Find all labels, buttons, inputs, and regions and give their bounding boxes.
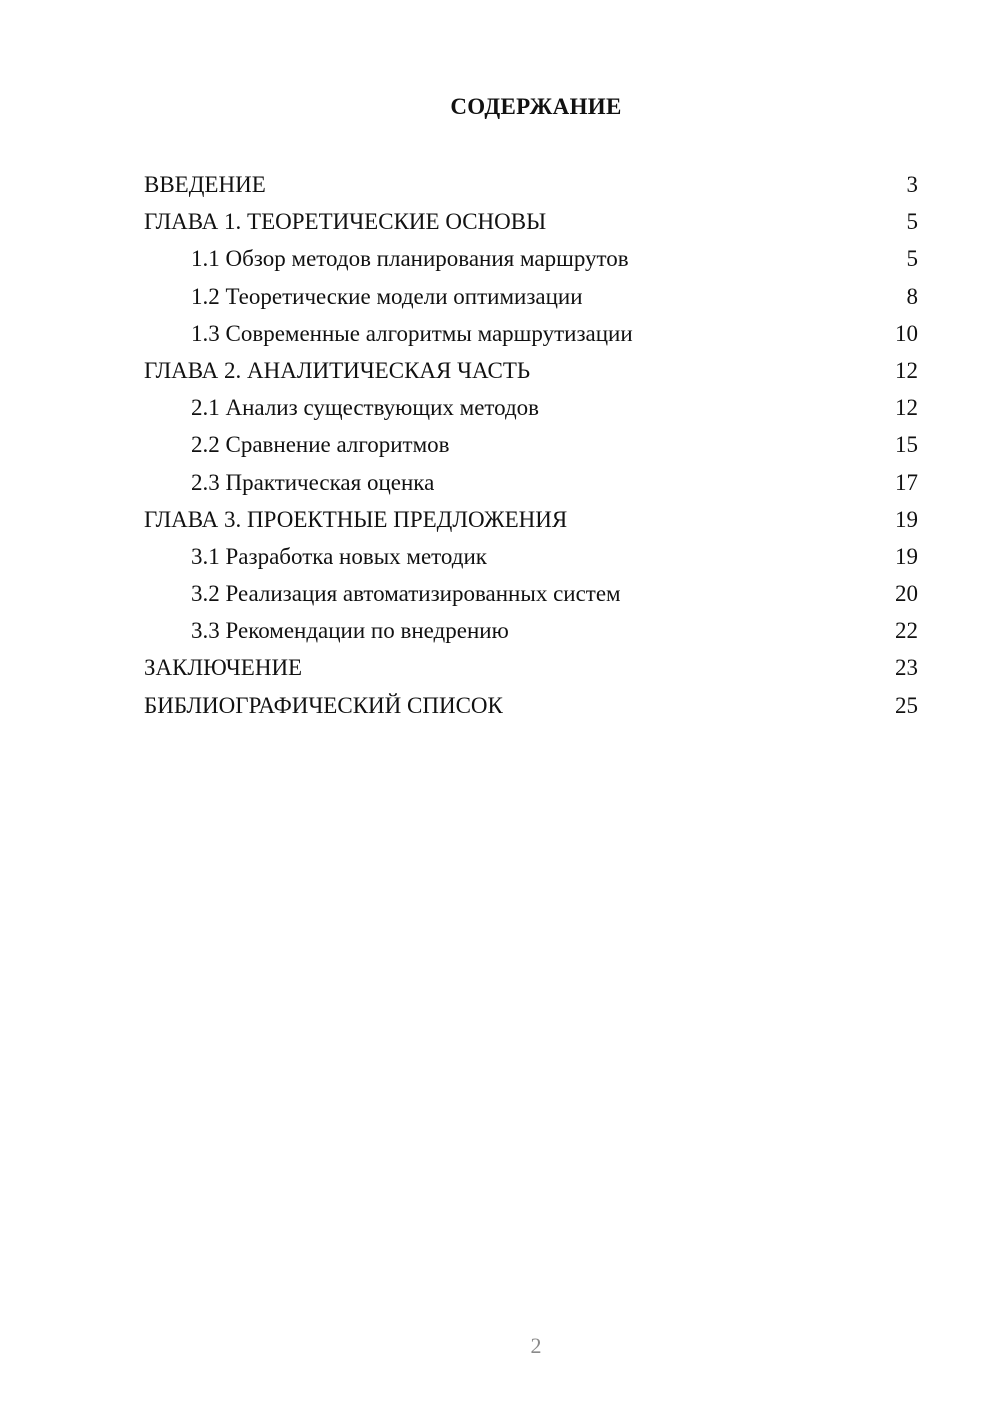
toc-subsection-entry — [144, 538, 918, 575]
toc-subsection-entry — [144, 240, 918, 277]
toc-entry-title: ГЛАВА 1. ТЕОРЕТИЧЕСКИЕ ОСНОВЫ — [144, 209, 547, 235]
toc-subsection-entry — [144, 612, 918, 649]
toc-entry-title: 1.2 Теоретические модели оптимизации — [191, 283, 583, 309]
toc-chapter-entry — [144, 166, 918, 203]
toc-entry-page: 19 — [895, 543, 918, 569]
toc-entry-page: 15 — [895, 432, 918, 458]
toc-subsection-entry — [144, 575, 918, 612]
toc-subsection-entry — [144, 426, 918, 463]
toc-entry-title: ГЛАВА 2. АНАЛИТИЧЕСКАЯ ЧАСТЬ — [144, 357, 531, 383]
toc-entry-title: 1.1 Обзор методов планирования маршрутов — [191, 246, 629, 272]
toc-subsection-entry — [144, 389, 918, 426]
page-title: СОДЕРЖАНИЕ — [450, 94, 622, 119]
table-of-contents — [144, 166, 918, 724]
toc-entry-page: 5 — [906, 209, 918, 235]
toc-entry-page: 23 — [895, 655, 918, 681]
toc-entry-page: 20 — [895, 581, 918, 607]
toc-entry-page: 17 — [895, 469, 918, 495]
toc-entry-title: 2.2 Сравнение алгоритмов — [191, 432, 450, 458]
toc-entry-title: ВВЕДЕНИЕ — [144, 172, 266, 197]
toc-chapter-entry — [144, 501, 918, 538]
toc-entry-title: 3.3 Рекомендации по внедрению — [191, 618, 509, 644]
toc-entry-page: 25 — [895, 692, 918, 718]
toc-chapter-entry — [144, 687, 918, 724]
toc-entry-page: 19 — [895, 506, 918, 532]
toc-subsection-entry — [144, 315, 918, 352]
page-number: 2 — [530, 1333, 542, 1358]
toc-entry-title: 3.2 Реализация автоматизированных систем — [191, 581, 621, 607]
toc-entry-title: БИБЛИОГРАФИЧЕСКИЙ СПИСОК — [144, 692, 503, 718]
toc-entry-page: 3 — [906, 172, 918, 197]
toc-entry-page: 22 — [895, 618, 918, 644]
toc-entry-page: 12 — [895, 357, 918, 383]
toc-entry-page: 12 — [895, 395, 918, 421]
toc-chapter-entry — [144, 352, 918, 389]
toc-entry-title: 2.1 Анализ существующих методов — [191, 395, 540, 421]
toc-entry-title: 1.3 Современные алгоритмы маршрутизации — [191, 320, 633, 346]
toc-entry-page: 10 — [895, 320, 918, 346]
toc-entry-page: 8 — [906, 283, 918, 309]
toc-entry-title: 2.3 Практическая оценка — [191, 469, 435, 495]
toc-entry-title: ЗАКЛЮЧЕНИЕ — [144, 655, 303, 681]
toc-subsection-entry — [144, 278, 918, 315]
toc-entry-page: 5 — [906, 246, 918, 272]
toc-chapter-entry — [144, 649, 918, 686]
toc-entry-title: ГЛАВА 3. ПРОЕКТНЫЕ ПРЕДЛОЖЕНИЯ — [144, 506, 568, 532]
toc-entry-title: 3.1 Разработка новых методик — [191, 543, 487, 569]
toc-subsection-entry — [144, 464, 918, 501]
toc-chapter-entry — [144, 203, 918, 240]
